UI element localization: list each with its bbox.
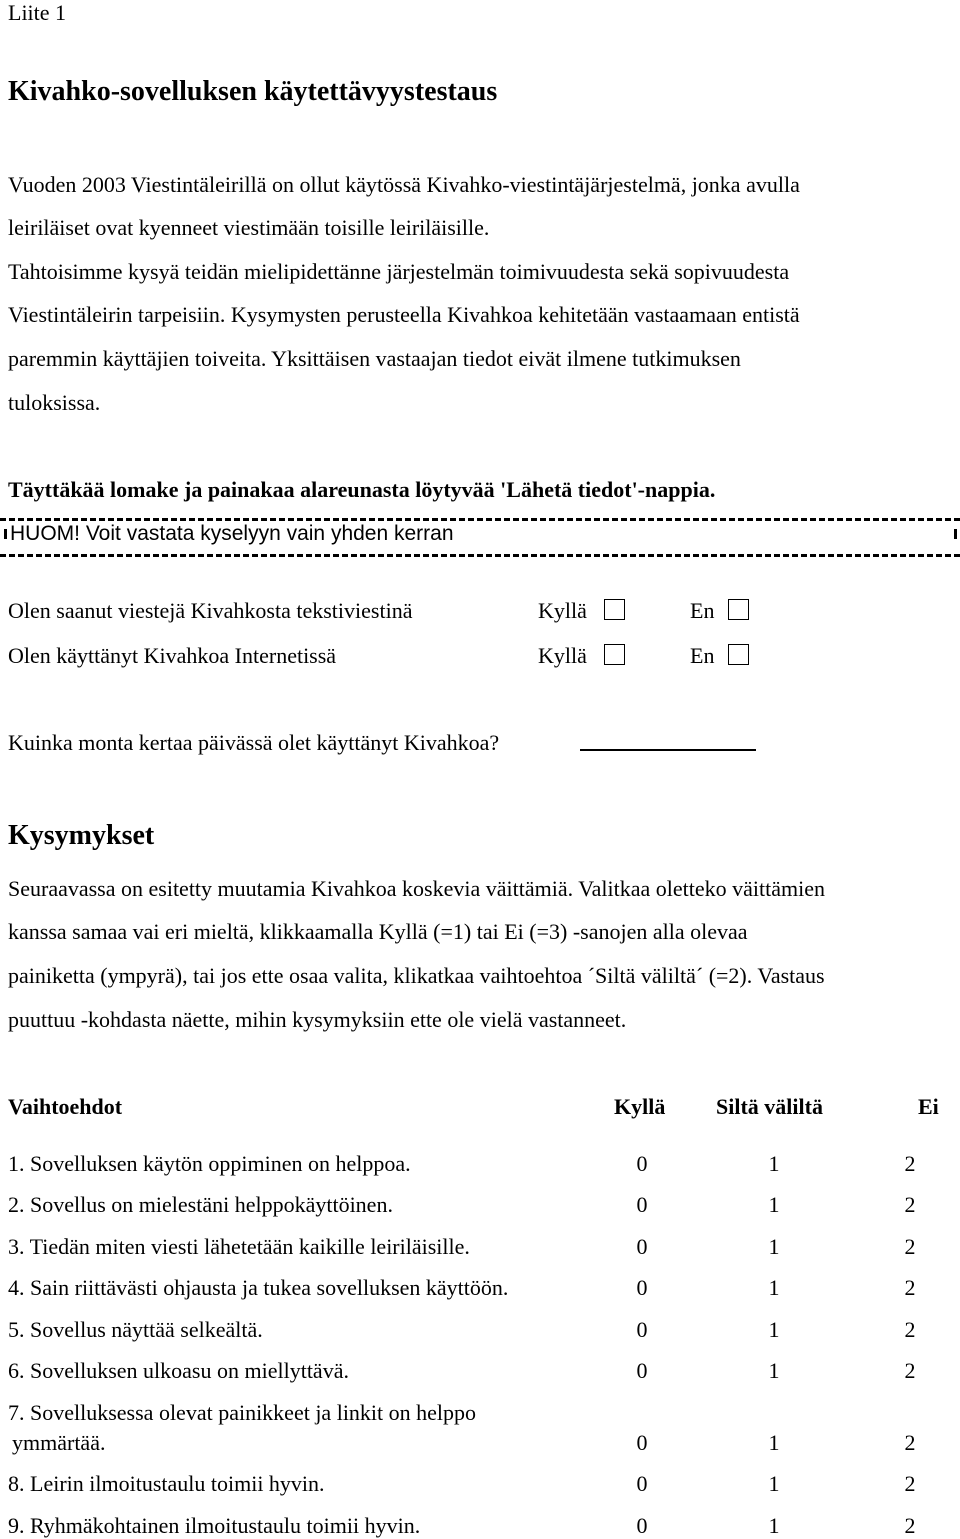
dashed-border-right — [954, 529, 957, 539]
statement-text: 2. Sovellus on mielestäni helppokäyttöinen. — [8, 1192, 393, 1217]
value-no[interactable]: 2 — [904, 1358, 916, 1383]
statement-text: 5. Sovellus näyttää selkeältä. — [8, 1317, 263, 1342]
question-label: Olen saanut viestejä Kivahkosta tekstiviestinä — [8, 598, 413, 623]
value-yes[interactable]: 0 — [636, 1430, 648, 1455]
value-between[interactable]: 1 — [768, 1234, 780, 1259]
intro-line: paremmin käyttäjien toiveita. Yksittäisen vastaajan tiedot eivät ilmene tutkimuksen — [8, 346, 741, 371]
value-between[interactable]: 1 — [768, 1471, 780, 1496]
section-intro-line: puuttuu -kohdasta näette, mihin kysymyksiin ette ole vielä vastanneet. — [8, 1007, 627, 1032]
section-title: Kysymykset — [8, 820, 155, 851]
statement-text-continued: ymmärtää. — [12, 1430, 106, 1455]
intro-line: tuloksissa. — [8, 390, 101, 415]
no-checkbox[interactable] — [728, 644, 749, 665]
value-yes[interactable]: 0 — [636, 1513, 648, 1538]
no-checkbox[interactable] — [728, 599, 749, 620]
no-label: En — [690, 598, 715, 623]
yes-label: Kyllä — [538, 643, 587, 668]
options-no-header: Ei — [918, 1094, 939, 1119]
intro-line: leiriläiset ovat kyenneet viestimään toisille leiriläisille. — [8, 215, 490, 240]
value-no[interactable]: 2 — [904, 1317, 916, 1342]
no-label: En — [690, 643, 715, 668]
dashed-border-bottom — [0, 554, 960, 557]
value-no[interactable]: 2 — [904, 1234, 916, 1259]
value-between[interactable]: 1 — [768, 1192, 780, 1217]
statement-text: 6. Sovelluksen ulkoasu on miellyttävä. — [8, 1358, 349, 1383]
value-yes[interactable]: 0 — [636, 1471, 648, 1496]
value-between[interactable]: 1 — [768, 1151, 780, 1176]
options-between-header: Siltä väliltä — [716, 1094, 823, 1119]
options-yes-header: Kyllä — [614, 1094, 666, 1119]
value-no[interactable]: 2 — [904, 1513, 916, 1538]
section-intro-line: Seuraavassa on esitetty muutamia Kivahkoa koskevia väittämiä. Valitkaa oletteko väittämien — [8, 876, 826, 901]
statement-text: 4. Sain riittävästi ohjausta ja tukea sovelluksen käyttöön. — [8, 1275, 509, 1300]
yes-checkbox[interactable] — [604, 644, 625, 665]
value-between[interactable]: 1 — [768, 1317, 780, 1342]
value-no[interactable]: 2 — [904, 1151, 916, 1176]
statement-text: 9. Ryhmäkohtainen ilmoitustaulu toimii hyvin. — [8, 1513, 421, 1538]
value-no[interactable]: 2 — [904, 1471, 916, 1496]
intro-line: Tahtoisimme kysyä teidän mielipidettänne järjestelmän toimivuudesta sekä sopivuudesta — [8, 259, 790, 284]
page-title: Kivahko-sovelluksen käytettävyystestaus — [8, 76, 498, 107]
yes-checkbox[interactable] — [604, 599, 625, 620]
statement-text: 1. Sovelluksen käytön oppiminen on helppoa. — [8, 1151, 411, 1176]
question-label: Olen käyttänyt Kivahkoa Internetissä — [8, 643, 337, 668]
statement-text: 3. Tiedän miten viesti lähetetään kaikille leiriläisille. — [8, 1234, 470, 1259]
value-yes[interactable]: 0 — [636, 1234, 648, 1259]
section-intro-line: painiketta (ympyrä), tai jos ette osaa valita, klikatkaa vaihtoehtoa ´Siltä väliltä´ (=2). Vastaus — [8, 963, 825, 988]
options-label: Vaihtoehdot — [8, 1094, 123, 1119]
value-yes[interactable]: 0 — [636, 1151, 648, 1176]
usage-answer-field[interactable] — [580, 749, 756, 751]
value-yes[interactable]: 0 — [636, 1358, 648, 1383]
instruction-text: Täyttäkää lomake ja painakaa alareunasta löytyvää 'Lähetä tiedot'-nappia. — [8, 477, 716, 502]
value-between[interactable]: 1 — [768, 1513, 780, 1538]
intro-line: Vuoden 2003 Viestintäleirillä on ollut käytössä Kivahko-viestintäjärjestelmä, jonka avulla — [8, 172, 800, 197]
once-only-note: HUOM! Voit vastata kyselyyn vain yhden kerran — [10, 522, 454, 545]
value-between[interactable]: 1 — [768, 1275, 780, 1300]
section-intro-line: kanssa samaa vai eri mieltä, klikkaamalla Kyllä (=1) tai Ei (=3) -sanojen alla olevaa — [8, 919, 748, 944]
value-no[interactable]: 2 — [904, 1430, 916, 1455]
value-yes[interactable]: 0 — [636, 1275, 648, 1300]
yes-label: Kyllä — [538, 598, 587, 623]
statement-text: 8. Leirin ilmoitustaulu toimii hyvin. — [8, 1471, 325, 1496]
usage-question: Kuinka monta kertaa päivässä olet käyttänyt Kivahkoa? — [8, 730, 500, 755]
value-no[interactable]: 2 — [904, 1275, 916, 1300]
appendix-label: Liite 1 — [8, 0, 67, 25]
dashed-border-left — [4, 529, 7, 539]
intro-line: Viestintäleirin tarpeisiin. Kysymysten perusteella Kivahkoa kehitetään vastaamaan entistä — [8, 302, 800, 327]
value-yes[interactable]: 0 — [636, 1317, 648, 1342]
dashed-border-top — [0, 518, 960, 521]
value-between[interactable]: 1 — [768, 1430, 780, 1455]
value-no[interactable]: 2 — [904, 1192, 916, 1217]
value-yes[interactable]: 0 — [636, 1192, 648, 1217]
statement-text: 7. Sovelluksessa olevat painikkeet ja linkit on helppo — [8, 1400, 477, 1425]
value-between[interactable]: 1 — [768, 1358, 780, 1383]
